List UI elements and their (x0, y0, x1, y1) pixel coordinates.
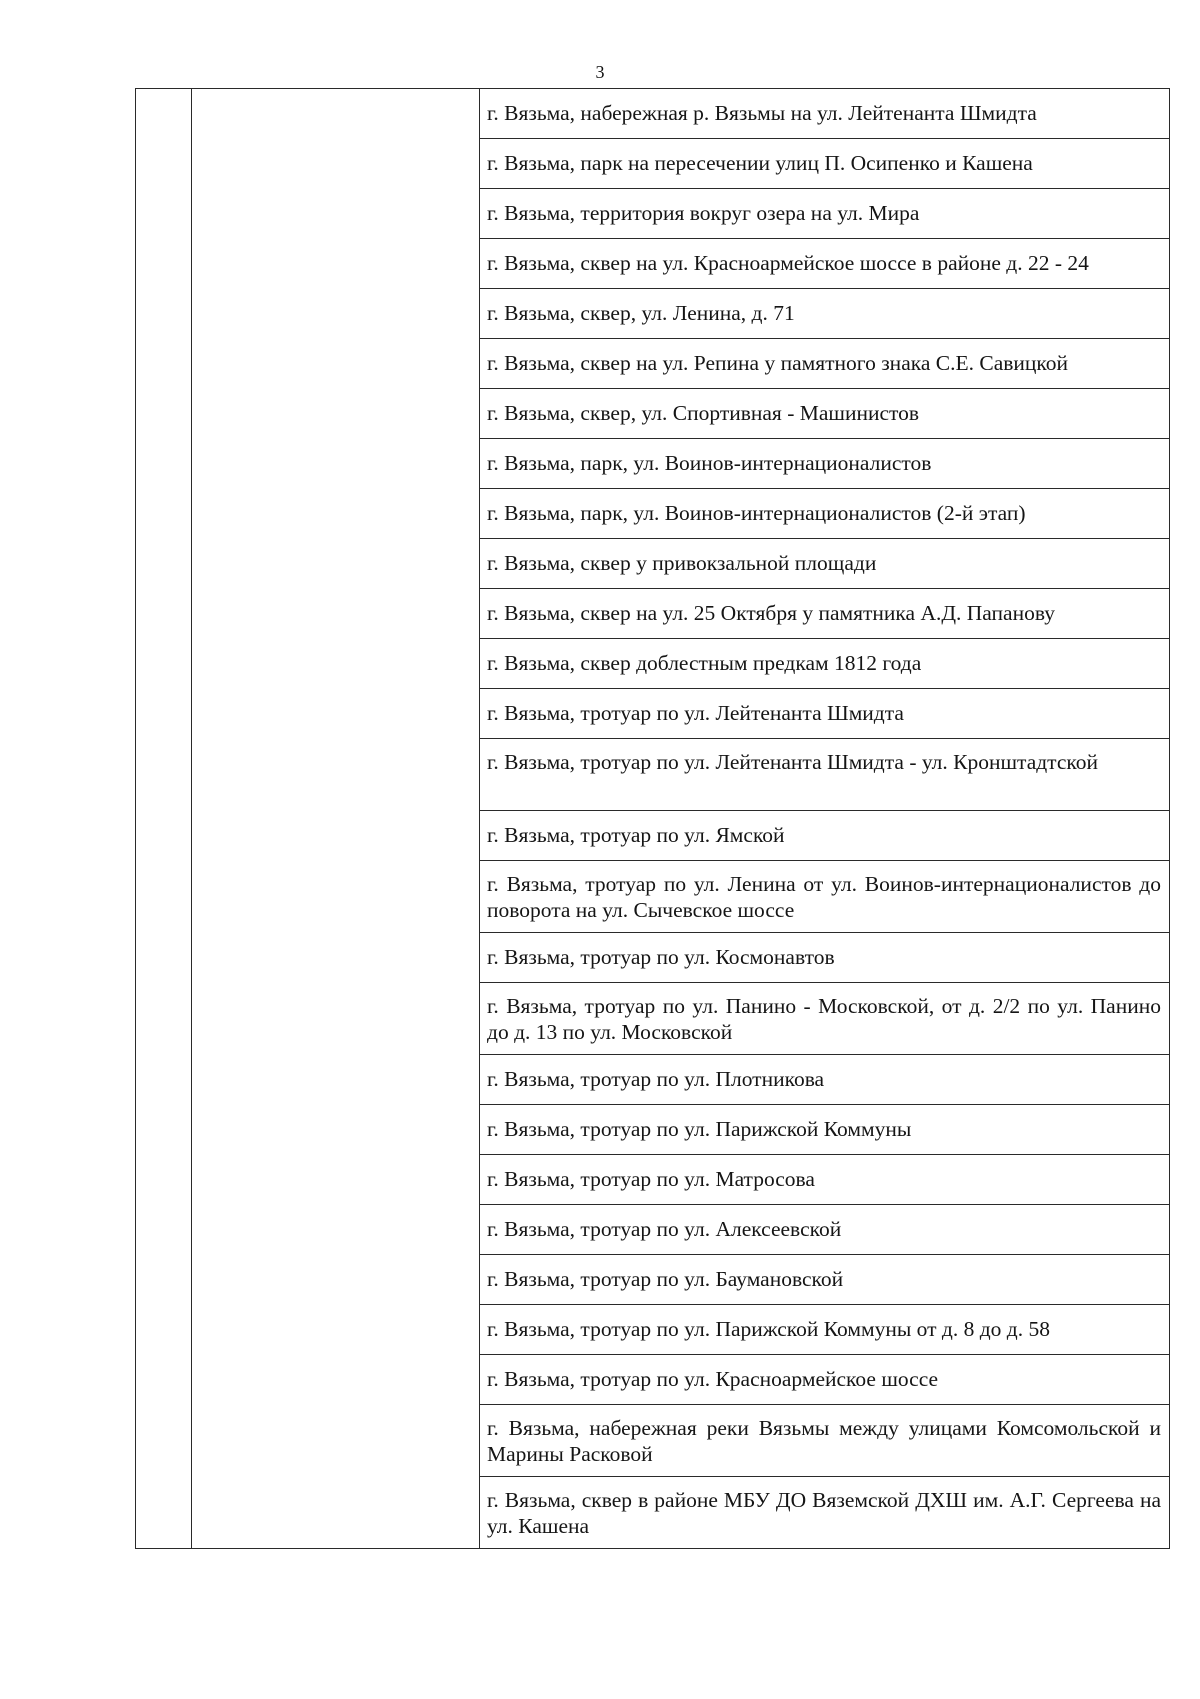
address-cell: г. Вязьма, тротуар по ул. Лейтенанта Шмидта (480, 689, 1170, 739)
address-cell: г. Вязьма, сквер, ул. Спортивная - Машинистов (480, 389, 1170, 439)
address-cell: г. Вязьма, тротуар по ул. Баумановской (480, 1255, 1170, 1305)
address-cell: г. Вязьма, территория вокруг озера на ул. Мира (480, 189, 1170, 239)
address-cell: г. Вязьма, сквер доблестным предкам 1812 года (480, 639, 1170, 689)
address-cell: г. Вязьма, тротуар по ул. Матросова (480, 1155, 1170, 1205)
address-cell: г. Вязьма, тротуар по ул. Космонавтов (480, 933, 1170, 983)
table-row (136, 89, 1170, 139)
name-column-cell (192, 89, 480, 1549)
address-cell: г. Вязьма, тротуар по ул. Ямской (480, 811, 1170, 861)
number-column-cell (136, 89, 192, 1549)
page-number: 3 (595, 62, 605, 82)
address-cell: г. Вязьма, тротуар по ул. Парижской Коммуны (480, 1105, 1170, 1155)
address-cell: г. Вязьма, сквер на ул. Репина у памятного знака С.Е. Савицкой (480, 339, 1170, 389)
address-cell: г. Вязьма, парк на пересечении улиц П. Осипенко и Кашена (480, 139, 1170, 189)
address-table (135, 88, 1170, 1549)
address-cell: г. Вязьма, тротуар по ул. Ленина от ул. Воинов-интернационалистов до поворота на ул. Сычевское шоссе (480, 861, 1170, 933)
address-cell: г. Вязьма, сквер в районе МБУ ДО Вяземской ДХШ им. А.Г. Сергеева на ул. Кашена (480, 1477, 1170, 1549)
address-cell: г. Вязьма, сквер, ул. Ленина, д. 71 (480, 289, 1170, 339)
address-cell: г. Вязьма, тротуар по ул. Лейтенанта Шмидта - ул. Кронштадтской (480, 739, 1170, 811)
address-cell: г. Вязьма, сквер у привокзальной площади (480, 539, 1170, 589)
address-cell: г. Вязьма, тротуар по ул. Красноармейское шоссе (480, 1355, 1170, 1405)
address-cell: г. Вязьма, парк, ул. Воинов-интернационалистов (480, 439, 1170, 489)
address-cell: г. Вязьма, тротуар по ул. Панино - Московской, от д. 2/2 по ул. Панино до д. 13 по ул. Московской (480, 983, 1170, 1055)
address-cell: г. Вязьма, тротуар по ул. Плотникова (480, 1055, 1170, 1105)
address-cell: г. Вязьма, набережная реки Вязьмы между улицами Комсомольской и Марины Расковой (480, 1405, 1170, 1477)
address-cell: г. Вязьма, тротуар по ул. Парижской Коммуны от д. 8 до д. 58 (480, 1305, 1170, 1355)
address-cell: г. Вязьма, парк, ул. Воинов-интернационалистов (2-й этап) (480, 489, 1170, 539)
address-cell: г. Вязьма, сквер на ул. Красноармейское шоссе в районе д. 22 - 24 (480, 239, 1170, 289)
address-cell: г. Вязьма, набережная р. Вязьмы на ул. Лейтенанта Шмидта (480, 89, 1170, 139)
address-cell: г. Вязьма, сквер на ул. 25 Октября у памятника А.Д. Папанову (480, 589, 1170, 639)
address-cell: г. Вязьма, тротуар по ул. Алексеевской (480, 1205, 1170, 1255)
